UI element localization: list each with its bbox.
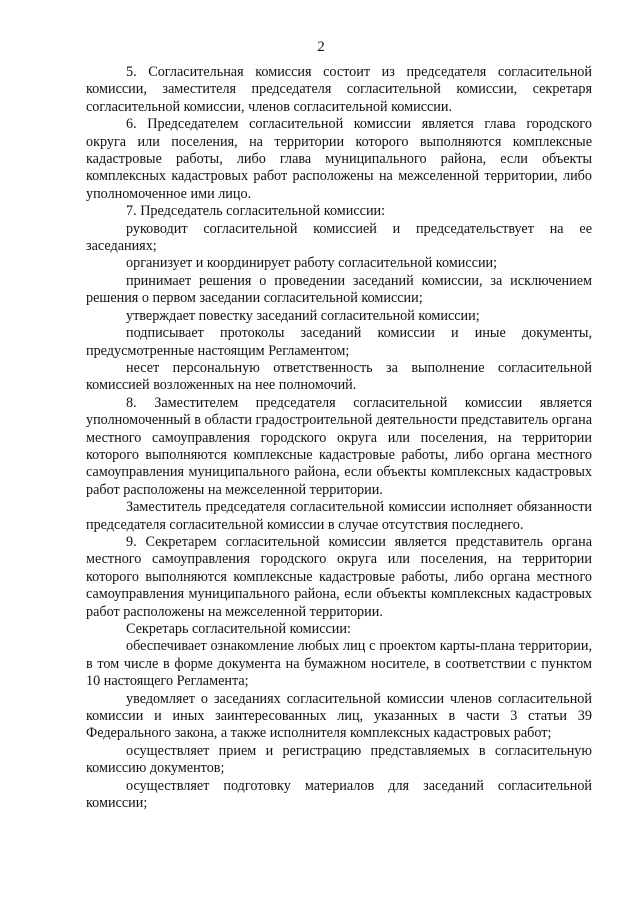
chairman-duty-item: руководит согласительной комиссией и председательствует на ее заседаниях;: [86, 220, 592, 255]
chairman-duty-item: организует и координирует работу согласительной комиссии;: [126, 255, 498, 272]
paragraph-5-composition: 5. Согласительная комиссия состоит из председателя согласительной комиссии, заместителя председателя согласительной комиссии, секретаря согласительной комиссии, членов согласительной комиссии.: [86, 64, 592, 115]
secretary-duty-item: осуществляет прием и регистрацию представляемых в согласительную комиссию документов;: [86, 742, 592, 777]
paragraph-7-chairman-duties-heading: 7. Председатель согласительной комиссии:: [126, 203, 386, 220]
paragraph-6-chairman: 6. Председателем согласительной комиссии является глава городского округа или поселения, на территории которого выполняются комплексные кадастровые работы, либо глава муниципального района, если объекты комплексных кадастровых работ расположены на межселенной территории, либо уполномоченное ими лицо.: [86, 116, 592, 202]
chairman-duty-item: подписывает протоколы заседаний комиссии и иные документы, предусмотренные настоящим Регламентом;: [86, 325, 592, 359]
paragraph-9-secretary: 9. Секретарем согласительной комиссии является представитель органа местного самоуправления городского округа или поселения, на территории которого выполняются комплексные кадастровые работы, либо органа местного самоуправления муниципального района, если объекты комплексных кадастровых работ расположены на межселенной территории.: [86, 533, 592, 620]
deputy-duty: Заместитель председателя согласительной комиссии исполняет обязанности председателя согласительной комиссии в случае отсутствия последнего.: [86, 499, 592, 533]
chairman-duty-item: несет персональную ответственность за выполнение согласительной комиссией возложенных на нее полномочий.: [86, 359, 592, 394]
secretary-duties-heading: Секретарь согласительной комиссии:: [126, 621, 351, 637]
chairman-duty-item: утверждает повестку заседаний согласительной комиссии;: [126, 307, 480, 324]
secretary-duty-item: обеспечивает ознакомление любых лиц с проектом карты-плана территории, в том числе в форме документа на бумажном носителе, в соответствии с пунктом 10 настоящего Регламента;: [86, 638, 592, 690]
paragraph-8-deputy: 8. Заместителем председателя согласительной комиссии является уполномоченный в области градостроительной деятельности представитель органа местного самоуправления городского округа или поселения, на территории которого выполняются комплексные кадастровые работы, либо органа местного самоуправления муниципального района, если объекты комплексных кадастровых работ расположены на межселенной территории.: [86, 394, 592, 498]
secretary-duty-item: осуществляет подготовку материалов для заседаний согласительной комиссии;: [86, 777, 592, 812]
page-number: 2: [317, 39, 325, 55]
chairman-duty-item: принимает решения о проведении заседаний комиссии, за исключением решения о первом заседании согласительной комиссии;: [86, 272, 592, 307]
secretary-duty-item: уведомляет о заседаниях согласительной комиссии членов согласительной комиссии и иных заинтересованных лиц, указанных в части 3 статьи 39 Федерального закона, а также исполнителя комплексных кадастровых работ;: [86, 690, 592, 742]
